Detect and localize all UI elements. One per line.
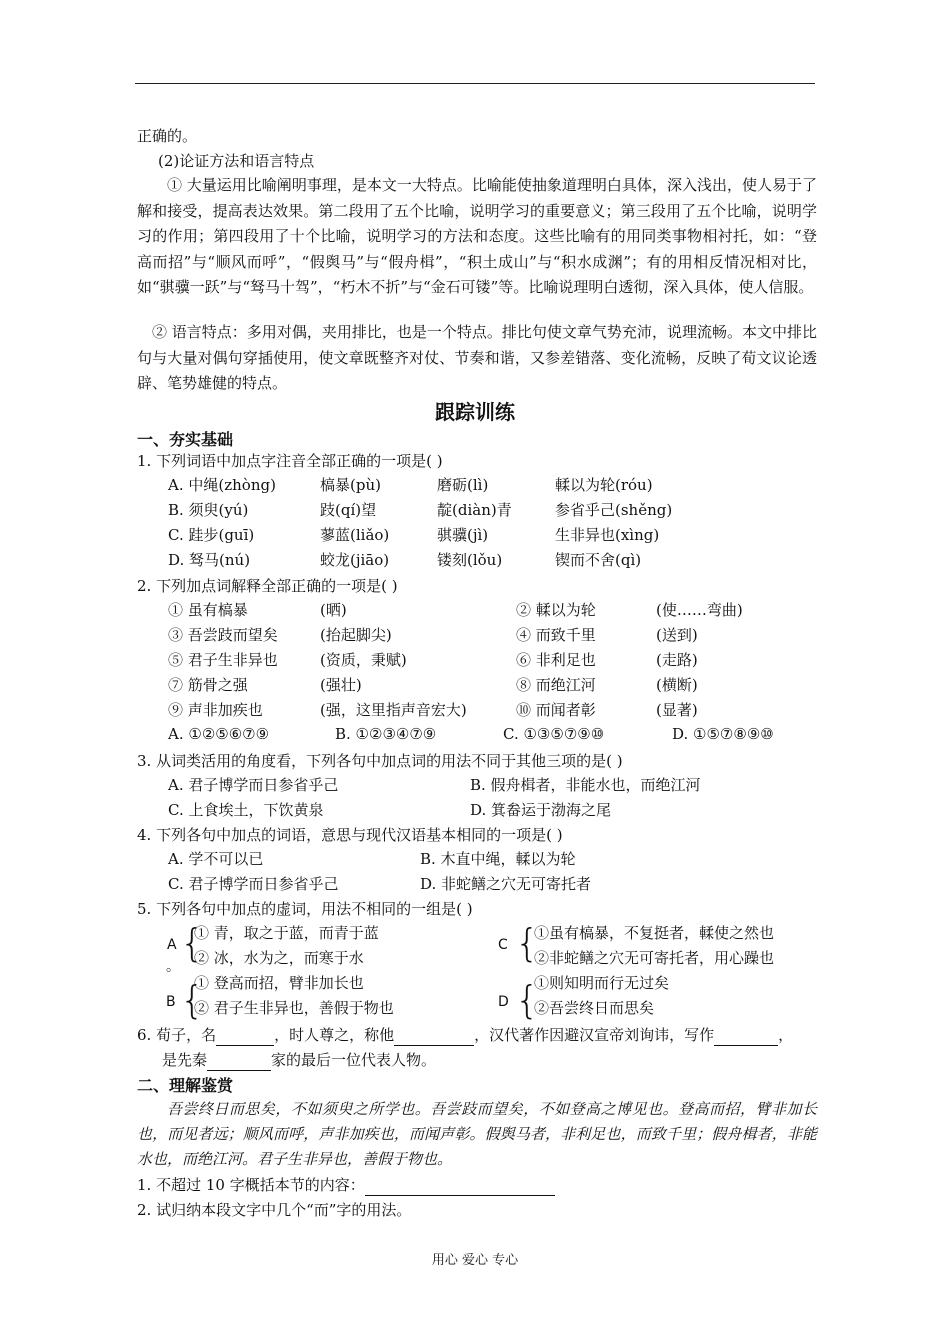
q1-cell: A. 中绳(zhòng) bbox=[168, 476, 276, 494]
part2-q1-blank[interactable] bbox=[365, 1179, 555, 1196]
q2-cell: (资质，秉赋) bbox=[320, 651, 407, 669]
paragraph-language: ② 语言特点：多用对偶，夹用排比，也是一个特点。排比句使文章气势充沛，说理流畅。本文中排比句与大量对偶句穿插使用，使文章既整齐对仗、节奏和谐，又参差错落、变化流畅，反映了荀文议论透辟、笔势雄健的特点。 bbox=[137, 323, 817, 392]
brace-icon: { bbox=[180, 921, 205, 965]
q2-option-d: D. ①⑤⑦⑧⑨⑩ bbox=[672, 725, 774, 743]
q6-text: 6. 荀子，名 bbox=[137, 1026, 217, 1044]
q3-option-c: C. 上食埃土，下饮黄泉 bbox=[168, 801, 324, 819]
q6-blank-name[interactable] bbox=[216, 1029, 274, 1046]
part2-q2: 2. 试归纳本段文字中几个“而”字的用法。 bbox=[137, 1201, 412, 1219]
q1-cell: 锲而不舍(qì) bbox=[555, 551, 642, 569]
q6-blank-school[interactable] bbox=[207, 1054, 271, 1071]
brace-icon: { bbox=[515, 921, 540, 965]
q5-b2: ② 君子生非异也，善假于物也 bbox=[194, 999, 394, 1017]
q1-cell: 蛟龙(jiāo) bbox=[320, 551, 390, 569]
q1-cell: 磨砺(lì) bbox=[437, 476, 489, 494]
q6-blank-written[interactable] bbox=[714, 1029, 778, 1046]
q4-option-a: A. 学不可以已 bbox=[168, 850, 264, 868]
header-rule bbox=[135, 83, 815, 84]
q2-cell: (走路) bbox=[656, 651, 698, 669]
reading-passage: 吾尝终日而思矣，不如须臾之所学也。吾尝跂而望矣，不如登高之博见也。登高而招，臂非加长也，而见者远；顺风而呼，声非加疾也，而闻声彰。假舆马者，非利足也，而致千里；假舟楫者，非能水也，而绝江河。君子生非异也，善假于物也。 bbox=[137, 1100, 817, 1168]
q6-line2 bbox=[162, 1049, 436, 1071]
q2-stem: 2. 下列加点词解释全部正确的一项是( ) bbox=[137, 577, 398, 595]
q2-cell: ③ 吾尝跂而望矣 bbox=[168, 626, 278, 644]
q5-label-a-dot: 。 bbox=[166, 959, 180, 975]
part2-heading: 二、理解鉴赏 bbox=[137, 1076, 234, 1095]
q2-cell: (强壮) bbox=[320, 676, 362, 694]
q6-text: ，时人尊之，称他 bbox=[274, 1026, 395, 1044]
q2-option-b: B. ①②③④⑦⑨ bbox=[335, 725, 437, 743]
q4-option-b: B. 木直中绳，輮以为轮 bbox=[420, 850, 576, 868]
q1-cell: 生非异也(xìng) bbox=[555, 526, 660, 544]
q4-option-c: C. 君子博学而日参省乎己 bbox=[168, 875, 339, 893]
brace-icon: { bbox=[515, 978, 540, 1022]
q5-label-b: B bbox=[166, 994, 176, 1010]
q2-cell: (送到) bbox=[656, 626, 698, 644]
q6-text: 家的最后一位代表人物。 bbox=[271, 1051, 437, 1069]
q2-cell: ④ 而致千里 bbox=[516, 626, 596, 644]
q6-text: ，汉代著作因避汉宣帝刘询讳，写作 bbox=[474, 1026, 715, 1044]
q1-cell: 参省乎己(shěng) bbox=[555, 501, 673, 519]
q1-cell: D. 驽马(nú) bbox=[168, 551, 251, 569]
q1-cell: B. 须臾(yú) bbox=[168, 501, 249, 519]
page-footer: 用心 爱心 专心 bbox=[431, 1253, 519, 1268]
section-title: 跟踪训练 bbox=[435, 400, 515, 424]
q3-option-a: A. 君子博学而日参省乎己 bbox=[168, 776, 339, 794]
q1-cell: 輮以为轮(róu) bbox=[555, 476, 653, 494]
q2-cell: ⑧ 而绝江河 bbox=[516, 676, 596, 694]
q2-cell: ① 虽有槁暴 bbox=[168, 601, 248, 619]
q2-cell: ⑥ 非利足也 bbox=[516, 651, 596, 669]
q1-cell: 镂刻(lǒu) bbox=[437, 551, 503, 569]
q1-cell: 靛(diàn)青 bbox=[437, 501, 512, 519]
q5-d1: ①则知明而行无过矣 bbox=[534, 974, 670, 992]
q4-option-d: D. 非蛇鳝之穴无可寄托者 bbox=[420, 875, 592, 893]
part2-q1-text: 1. 不超过 10 字概括本节的内容： bbox=[137, 1176, 365, 1194]
q1-cell: 蓼蓝(liǎo) bbox=[320, 526, 390, 544]
part1-heading: 一、夯实基础 bbox=[137, 430, 234, 449]
q3-option-b: B. 假舟楫者，非能水也，而绝江河 bbox=[470, 776, 701, 794]
q5-label-d: D bbox=[498, 994, 509, 1010]
q6-blank-title[interactable] bbox=[394, 1029, 474, 1046]
q4-stem: 4. 下列各句中加点的词语，意思与现代汉语基本相同的一项是( ) bbox=[137, 826, 563, 844]
q3-option-d: D. 箕畚运于渤海之尾 bbox=[470, 801, 612, 819]
q1-cell: 骐骥(jì) bbox=[437, 526, 489, 544]
q2-cell: ② 輮以为轮 bbox=[516, 601, 596, 619]
q2-cell: (抬起脚尖) bbox=[320, 626, 392, 644]
q5-c1: ①虽有槁暴，不复挺者，輮使之然也 bbox=[534, 924, 775, 942]
q5-b1: ① 登高而招，臂非加长也 bbox=[194, 974, 364, 992]
q1-cell: 槁暴(pù) bbox=[320, 476, 381, 494]
q1-cell: C. 跬步(guī) bbox=[168, 526, 255, 544]
q5-stem: 5. 下列各句中加点的虚词，用法不相同的一组是( ) bbox=[137, 900, 473, 918]
q5-a2: ② 冰，水为之，而寒于水 bbox=[194, 949, 364, 967]
q2-option-a: A. ①②⑤⑥⑦⑨ bbox=[168, 725, 270, 743]
q2-cell: (强，这里指声音宏大) bbox=[320, 701, 467, 719]
q2-cell: ⑩ 而闻者彰 bbox=[516, 701, 596, 719]
q2-cell: (晒) bbox=[320, 601, 347, 619]
q5-label-a: A bbox=[167, 937, 177, 953]
q2-cell: (显著) bbox=[656, 701, 698, 719]
q2-cell: ⑨ 声非加疾也 bbox=[168, 701, 263, 719]
subheading-method: (2)论证方法和语言特点 bbox=[158, 152, 315, 170]
q6-text: 是先秦 bbox=[162, 1051, 208, 1069]
q5-a1: ① 青，取之于蓝，而青于蓝 bbox=[194, 924, 379, 942]
q2-cell: ⑦ 筋骨之强 bbox=[168, 676, 248, 694]
q5-c2: ②非蛇鳝之穴无可寄托者，用心躁也 bbox=[534, 949, 775, 967]
q5-label-c: C bbox=[498, 937, 508, 953]
q1-stem: 1. 下列词语中加点字注音全部正确的一项是( ) bbox=[137, 452, 443, 470]
q1-cell: 跂(qí)望 bbox=[320, 501, 377, 519]
paragraph-metaphor: ① 大量运用比喻阐明事理，是本文一大特点。比喻能使抽象道理明白具体，深入浅出，使人易于了解和接受，提高表达效果。第二段用了五个比喻，说明学习的重要意义；第三段用了五个比喻，说明学习的作用；第四段用了十个比喻，说明学习的方法和态度。这些比喻有的用同类事物相衬托，如：“登高而招”与“顺风而呼”，“假舆马”与“假舟楫”，“积土成山”与“积水成渊”；有的用相反情况相对比，如“骐骥一跃”与“驽马十驾”，“朽木不折”与“金石可镂”等。比喻说理明白透彻，深入具体，使人信服。 bbox=[137, 176, 817, 296]
q2-cell: (使……弯曲) bbox=[656, 601, 743, 619]
q6-text: ， bbox=[778, 1026, 794, 1044]
q2-cell: ⑤ 君子生非异也 bbox=[168, 651, 278, 669]
brace-icon: { bbox=[180, 978, 205, 1022]
q2-option-c: C. ①③⑤⑦⑨⑩ bbox=[503, 725, 605, 743]
text-continuation: 正确的。 bbox=[137, 127, 198, 145]
q3-stem: 3. 从词类活用的角度看，下列各句中加点词的用法不同于其他三项的是( ) bbox=[137, 752, 623, 770]
part2-q1 bbox=[137, 1174, 555, 1196]
q6-line1 bbox=[137, 1024, 793, 1046]
q5-d2: ②吾尝终日而思矣 bbox=[534, 999, 655, 1017]
q2-cell: (横断) bbox=[656, 676, 698, 694]
